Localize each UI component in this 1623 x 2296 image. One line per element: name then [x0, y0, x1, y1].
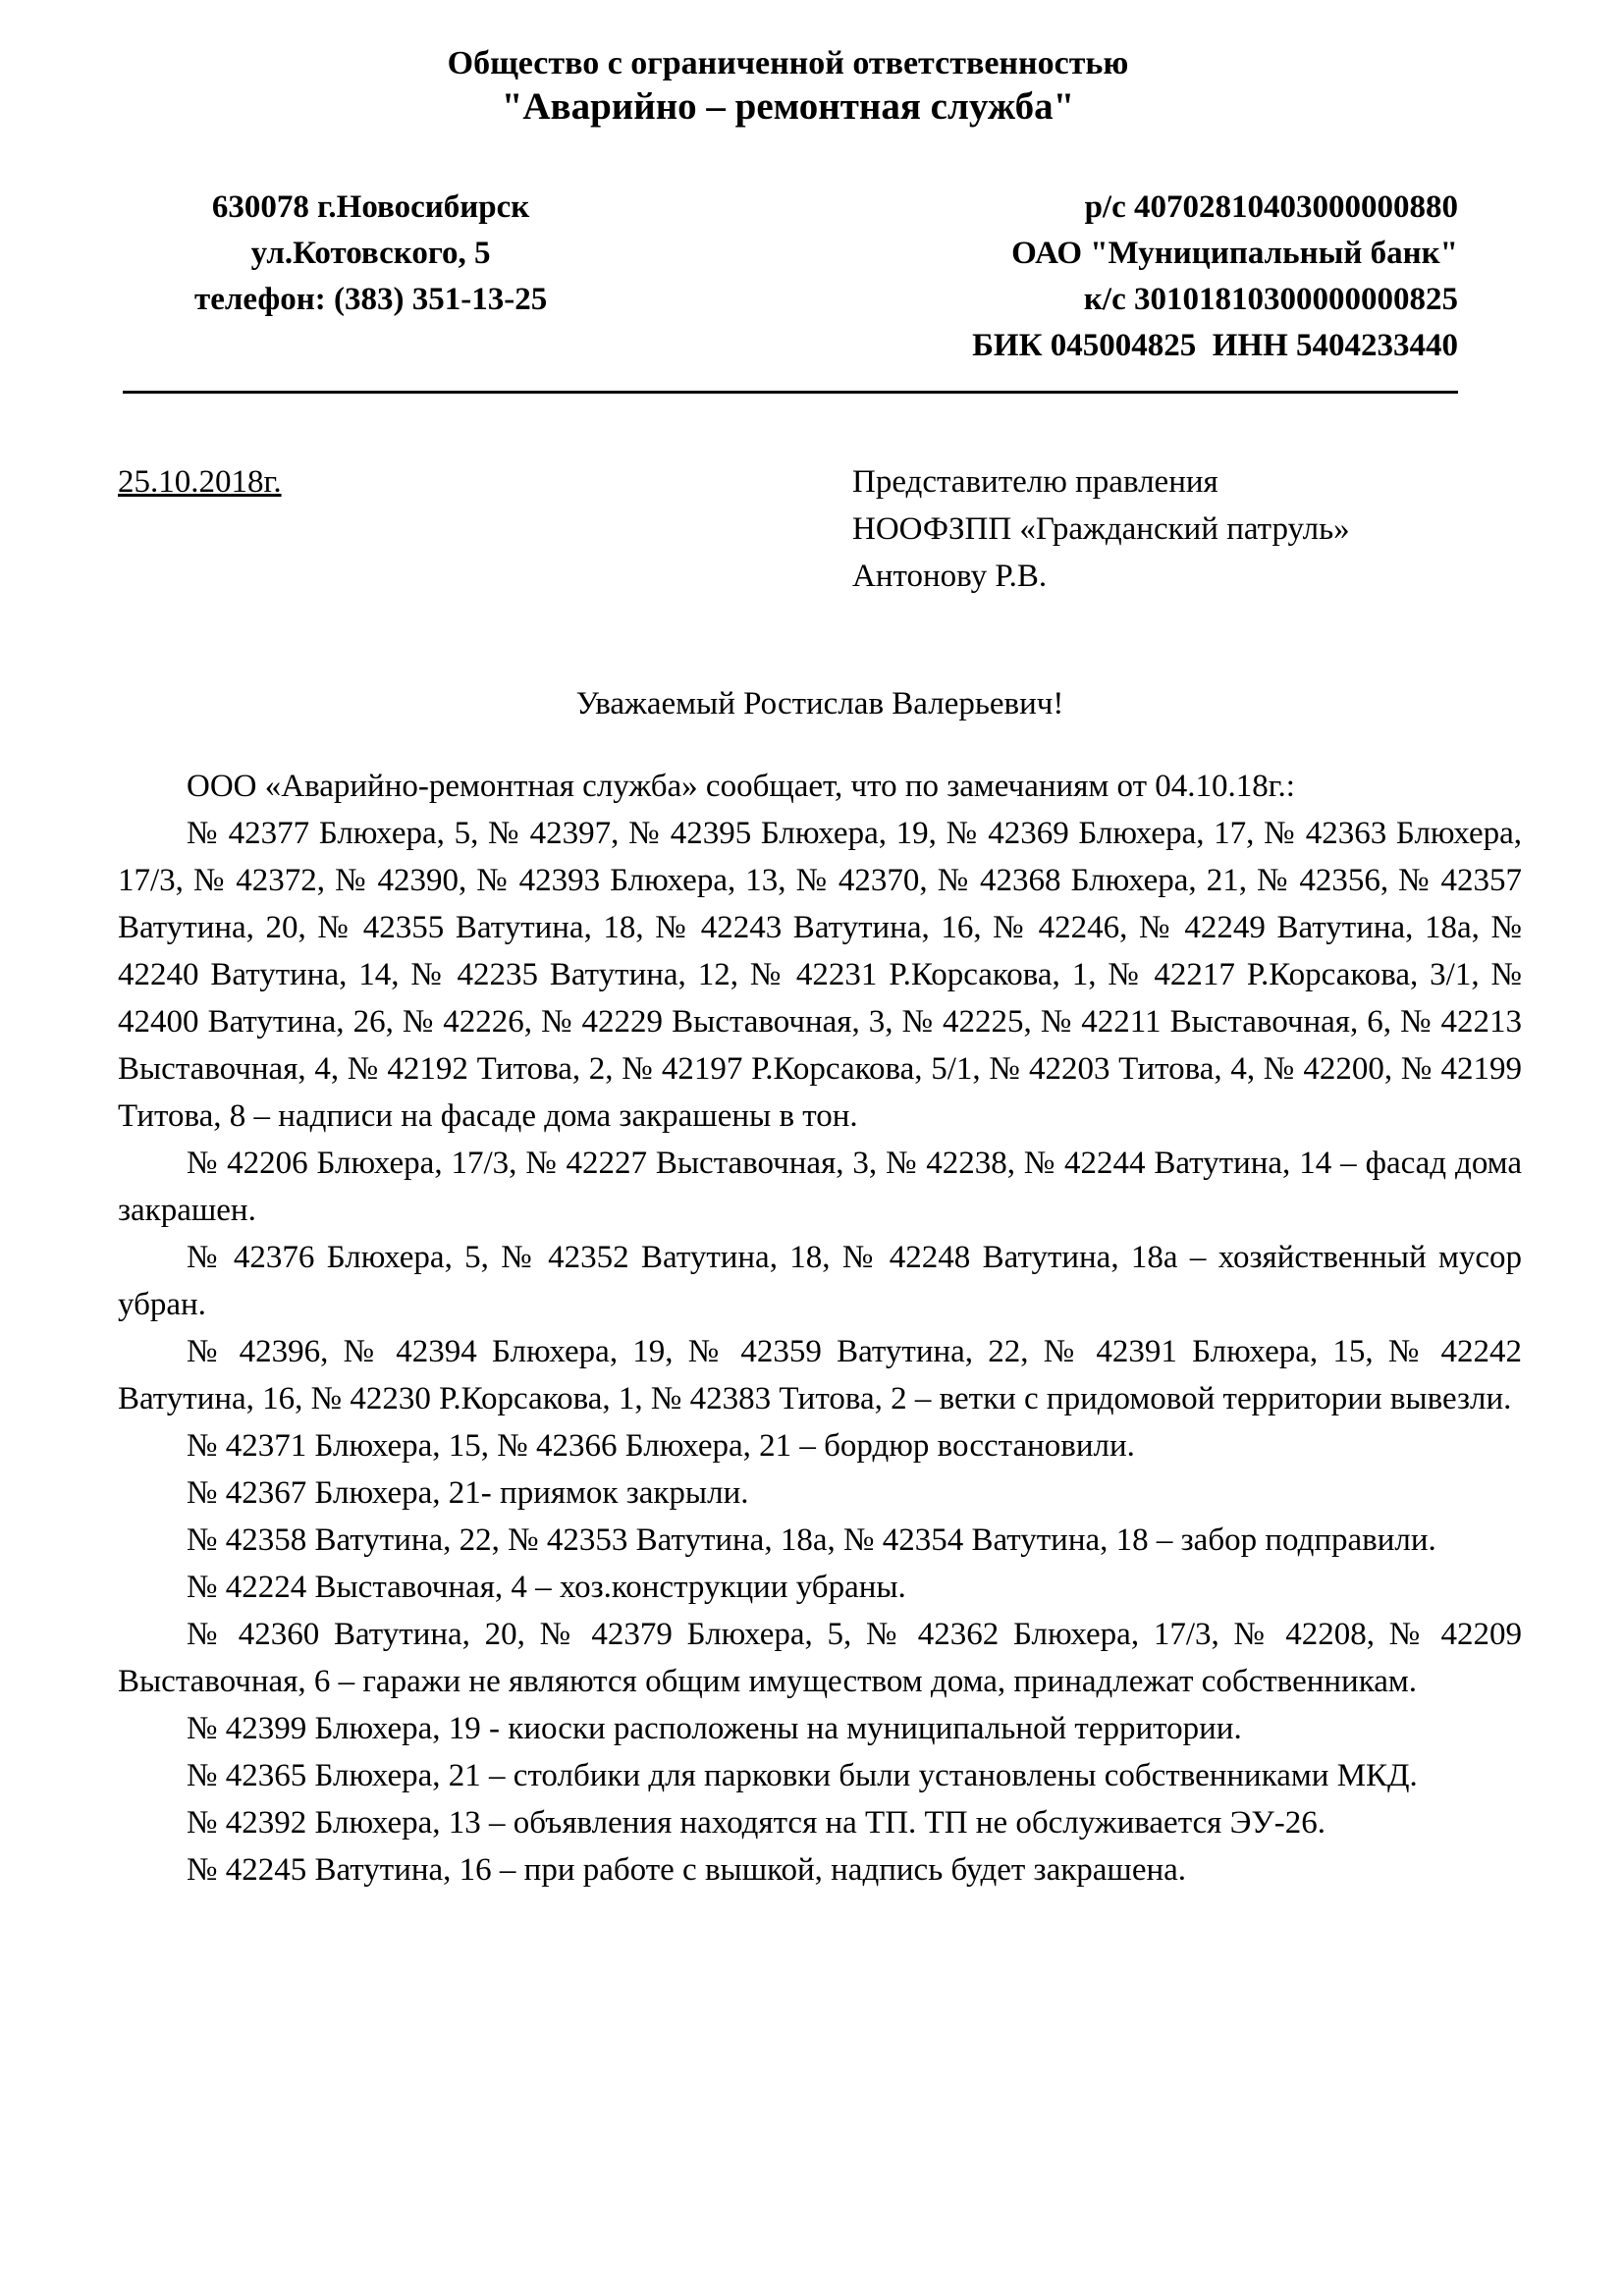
- letter-body: [118, 763, 1522, 1894]
- recipient-line: Представителю правления: [852, 464, 1218, 500]
- body-paragraph: № 42358 Ватутина, 22, № 42353 Ватутина, 18а, № 42354 Ватутина, 18 – забор подправили.: [187, 1522, 1436, 1558]
- org-address-line: телефон: (383) 351-13-25: [194, 282, 548, 317]
- body-paragraph: № 42206 Блюхера, 17/3, № 42227 Выставочная, 3, № 42238, № 42244 Ватутина, 14 – фасад дома закрашен.: [118, 1146, 1522, 1228]
- recipient-block: [852, 458, 1522, 600]
- bank-details-line: р/с 40702810403000000880: [1084, 189, 1458, 225]
- bank-details-block: [972, 185, 1458, 369]
- body-paragraph: № 42376 Блюхера, 5, № 42352 Ватутина, 18, № 42248 Ватутина, 18а – хозяйственный мусор убран.: [118, 1240, 1522, 1322]
- salutation: Уважаемый Ростислав Валерьевич!: [575, 686, 1064, 721]
- body-paragraph: № 42367 Блюхера, 21- приямок закрыли.: [187, 1475, 749, 1511]
- bank-details-line: ОАО "Муниципальный банк": [1011, 236, 1458, 271]
- org-type-line: Общество с ограниченной ответственностью: [447, 45, 1129, 81]
- body-paragraph: № 42365 Блюхера, 21 – столбики для парковки были установлены собственниками МКД.: [187, 1758, 1418, 1793]
- bank-details-line: БИК 045004825 ИНН 5404233440: [972, 328, 1458, 363]
- bank-details-line: к/с 30101810300000000825: [1083, 282, 1458, 317]
- letter-date: 25.10.2018г.: [118, 464, 282, 500]
- body-paragraph: № 42392 Блюхера, 13 – объявления находятся на ТП. ТП не обслуживается ЭУ-26.: [187, 1805, 1325, 1841]
- recipient-line: НООФЗПП «Гражданский патруль»: [852, 511, 1350, 547]
- body-paragraph: № 42377 Блюхера, 5, № 42397, № 42395 Блюхера, 19, № 42369 Блюхера, 17, № 42363 Блюхера, 17/3, № 42372, № 42390, № 42393 Блюхера, 13, № 42370, № 42368 Блюхера, 21, № 42356, № 42357 Ватутина, 20, № 42355 Ватутина, 18, № 42243 Ватутина, 16, № 42246, № 42249 Ватутина, 18а, № 42240 Ватутина, 14, № 42235 Ватутина, 12, № 42231 Р.Корсакова, 1, № 42217 Р.Корсакова, 3/1, № 42400 Ватутина, 26, № 42226, № 42229 Выставочная, 3, № 42225, № 42211 Выставочная, 6, № 42213 Выставочная, 4, № 42192 Титова, 2, № 42197 Р.Корсакова, 5/1, № 42203 Титова, 4, № 42200, № 42199 Титова, 8 – надписи на фасаде дома закрашены в тон.: [118, 816, 1522, 1134]
- date-recipient-row: [118, 458, 1522, 606]
- org-address-line: 630078 г.Новосибирск: [211, 189, 530, 225]
- org-name-line: "Аварийно – ремонтная служба": [501, 85, 1075, 128]
- body-paragraph: № 42224 Выставочная, 4 – хоз.конструкции убраны.: [187, 1570, 906, 1605]
- body-paragraph: № 42245 Ватутина, 16 – при работе с вышкой, надпись будет закрашена.: [187, 1852, 1187, 1888]
- contact-row: [118, 185, 1458, 369]
- letterhead: [118, 43, 1522, 394]
- body-paragraph: № 42399 Блюхера, 19 - киоски расположены на муниципальной территории.: [187, 1711, 1242, 1746]
- org-address-block: [194, 185, 547, 369]
- body-paragraph: ООО «Аварийно-ремонтная служба» сообщает, что по замечаниям от 04.10.18г.:: [187, 769, 1295, 804]
- body-paragraph: № 42360 Ватутина, 20, № 42379 Блюхера, 5, № 42362 Блюхера, 17/3, № 42208, № 42209 Выставочная, 6 – гаражи не являются общим имуществом дома, принадлежат собственникам.: [118, 1617, 1522, 1699]
- org-address-line: ул.Котовского, 5: [250, 236, 491, 271]
- body-paragraph: № 42396, № 42394 Блюхера, 19, № 42359 Ватутина, 22, № 42391 Блюхера, 15, № 42242 Ватутина, 16, № 42230 Р.Корсакова, 1, № 42383 Титова, 2 – ветки с придомовой территории вывезли.: [118, 1334, 1522, 1416]
- recipient-line: Антонову Р.В.: [852, 559, 1048, 594]
- header-divider: [123, 391, 1458, 394]
- body-paragraph: № 42371 Блюхера, 15, № 42366 Блюхера, 21 – бордюр восстановили.: [187, 1428, 1135, 1464]
